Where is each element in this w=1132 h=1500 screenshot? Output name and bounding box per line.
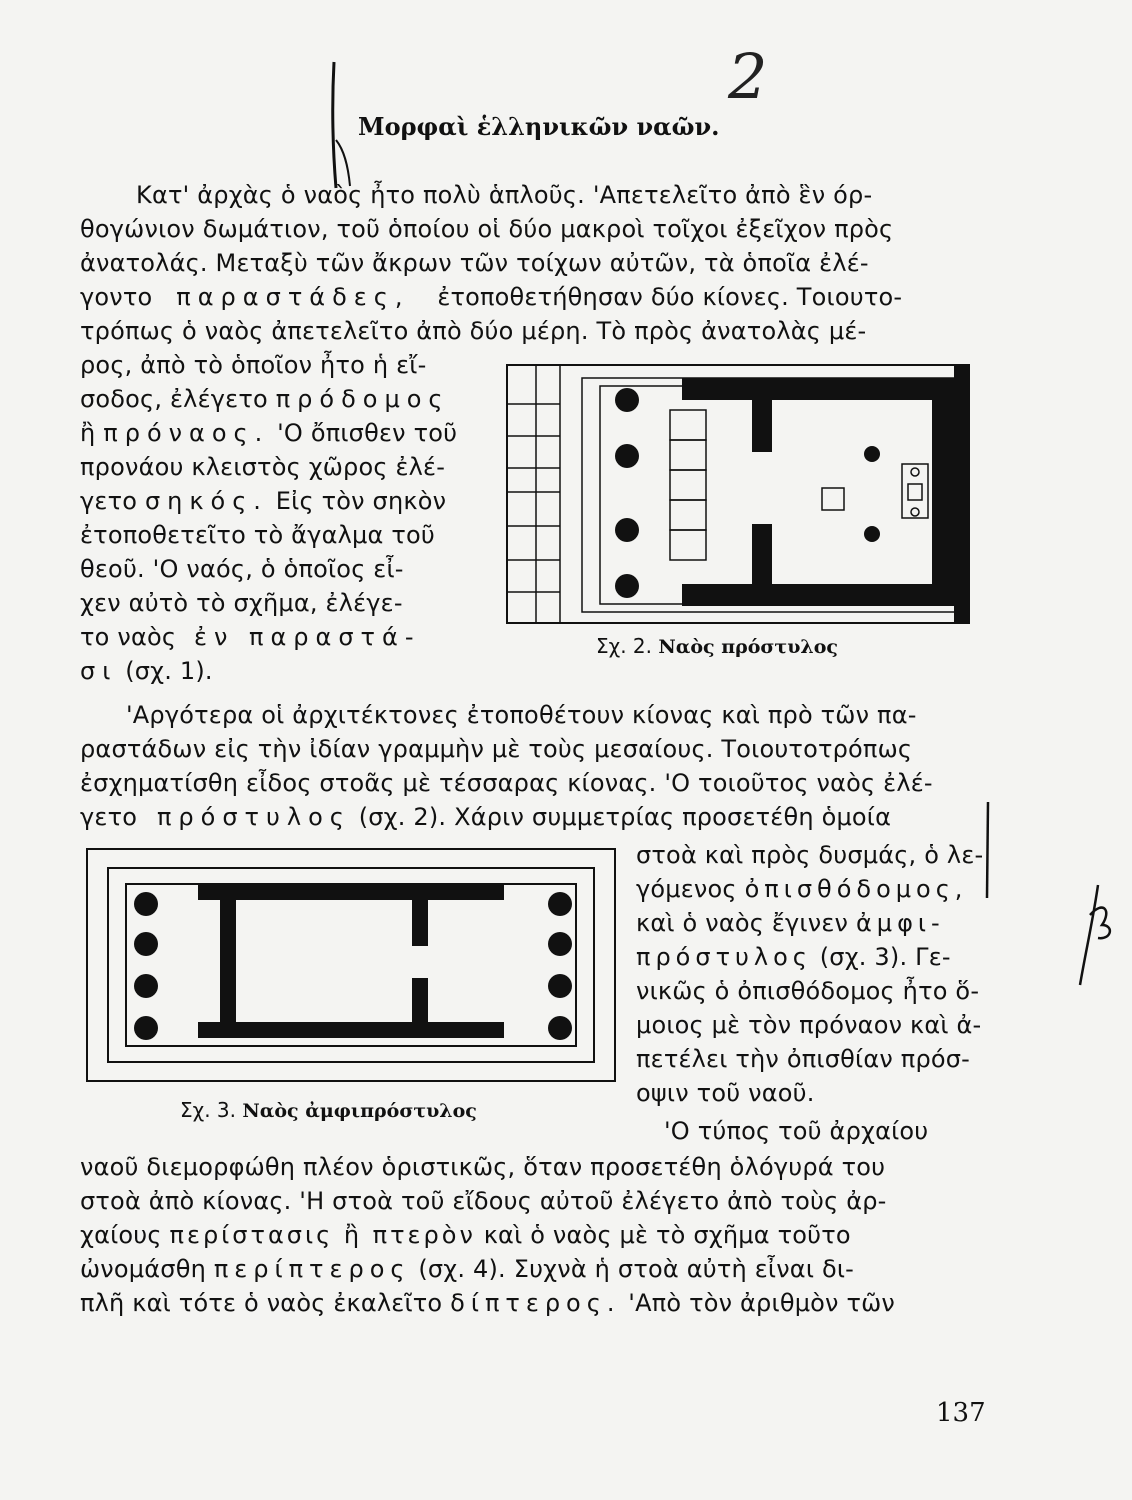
figure-2-plan	[506, 364, 972, 626]
text-line: θεοῦ. 'Ο ναός, ὁ ὁποῖος εἶ-	[80, 555, 404, 583]
text-line	[80, 416, 457, 450]
spaced-term: ἀμφι-	[855, 909, 945, 937]
text-line: 'Ο τύπος τοῦ ἀρχαίου	[664, 1117, 929, 1145]
spaced-term: πρόδομος	[275, 385, 450, 413]
text-run: γετο	[80, 487, 138, 515]
text-line	[636, 872, 967, 906]
text-line: πετέλει τὴν ὀπισθίαν πρόσ-	[636, 1045, 971, 1073]
text-run: χαίους	[80, 1221, 162, 1249]
spaced-term: πρόστυλος	[156, 803, 351, 831]
text-line	[80, 382, 450, 416]
text-line	[636, 940, 951, 974]
figure-3-plan	[86, 848, 618, 1084]
text-line: ναοῦ διεμορφώθη πλέον ὁριστικῶς, ὅταν προσετέθη ὁλόγυρά του	[80, 1153, 886, 1181]
text-run: (σχ. 2). Χάριν συμμετρίας προσετέθη ὁμοία	[358, 803, 892, 831]
text-run: καὶ ὁ ναὸς μὲ τὸ σχῆμα τοῦτο	[483, 1221, 851, 1249]
text-run: 'Απὸ τὸν ἀριθμὸν τῶν	[628, 1289, 896, 1317]
margin-bracket-mark	[320, 60, 360, 190]
text-run: ἐτοποθετήθησαν δύο κίονες. Τοιουτο-	[437, 283, 903, 311]
text-line: 'Αργότερα οἱ ἀρχιτέκτονες ἐτοποθέτουν κίονας καὶ πρὸ τῶν πα-	[126, 701, 917, 729]
text-run: Εἰς τὸν σηκὸν	[275, 487, 447, 515]
text-run: (σχ. 4). Συχνὰ ἡ στοὰ αὐτὴ εἶναι δι-	[418, 1255, 855, 1283]
text-run: γόμενος	[636, 875, 737, 903]
text-line: ρος, ἀπὸ τὸ ὁποῖον ἦτο ἡ εἴ-	[80, 351, 427, 379]
text-run: ὠνομάσθη	[80, 1255, 206, 1283]
text-line: ἀνατολάς. Μεταξὺ τῶν ἄκρων τῶν τοίχων αὐτῶν, τὰ ὁποῖα ἐλέ-	[80, 249, 869, 277]
text-line	[80, 620, 421, 654]
text-line: χεν αὐτὸ τὸ σχῆμα, ἐλέγε-	[80, 589, 403, 617]
spaced-term: πρόστυλος	[636, 943, 812, 971]
text-line: Κατ' ἀρχὰς ὁ ναὸς ἦτο πολὺ ἁπλοῦς. 'Απετελεῖτο ἀπὸ ἓν όρ-	[136, 181, 873, 209]
text-run: 'Ο ὄπισθεν τοῦ	[277, 419, 458, 447]
text-run: ἢ	[80, 419, 96, 447]
figure-3-caption	[180, 1098, 477, 1122]
text-line: στοὰ ἀπὸ κίονας. 'Η στοὰ τοῦ εἴδους αὐτοῦ ἐλέγετο ἀπὸ τοὺς ἀρ-	[80, 1187, 887, 1215]
spaced-term: σηκός.	[144, 487, 268, 515]
spaced-term: περίστασις ἢ πτερὸν	[169, 1221, 476, 1249]
text-line	[80, 654, 213, 688]
text-line: νικῶς ὁ ὀπισθόδομος ἦτο ὅ-	[636, 977, 980, 1005]
text-line: ραστάδων εἰς τὴν ἰδίαν γραμμὴν μὲ τοὺς μεσαίους. Τοιουτοτρόπως	[80, 735, 913, 763]
figure-name: Ναὸς ἀμφιπρόστυλος	[242, 1100, 477, 1122]
text-run: γοντο	[80, 283, 153, 311]
margin-bar-mark	[982, 800, 994, 900]
spaced-term: πρόναος.	[103, 419, 270, 447]
page-number: 137	[936, 1398, 986, 1428]
text-line	[80, 1252, 854, 1286]
text-run: (σχ. 1).	[125, 657, 213, 685]
text-run: το ναὸς	[80, 623, 177, 651]
spaced-term: σι	[80, 657, 118, 685]
handwritten-page-mark: 2	[728, 40, 768, 113]
spaced-term: δίπτερος.	[450, 1289, 621, 1317]
spaced-term: ἐν παραστά-	[194, 623, 421, 651]
text-line	[80, 484, 446, 518]
text-line: προνάου κλειστὸς χῶρος ἐλέ-	[80, 453, 446, 481]
text-run: σοδος, ἐλέγετο	[80, 385, 268, 413]
text-line: ἐσχηματίσθη εἶδος στοᾶς μὲ τέσσαρας κίονας. 'Ο τοιοῦτος ναὸς ἐλέ-	[80, 769, 933, 797]
text-line: οψιν τοῦ ναοῦ.	[636, 1079, 815, 1107]
figure-name: Ναὸς πρόστυλος	[658, 636, 838, 658]
spaced-term: περίπτερος	[213, 1255, 411, 1283]
text-run: γετο	[80, 803, 138, 831]
text-run: (σχ. 3). Γε-	[819, 943, 951, 971]
spaced-term: ὀπισθόδομος,	[744, 875, 968, 903]
figure-2-caption	[596, 634, 838, 658]
text-line: ἐτοποθετεῖτο τὸ ἄγαλμα τοῦ	[80, 521, 435, 549]
text-line: μοιος μὲ τὸν πρόναον καὶ ἀ-	[636, 1011, 982, 1039]
text-line	[80, 1286, 895, 1320]
spaced-term: παραστάδες,	[176, 283, 410, 311]
text-line: τρόπως ὁ ναὸς ἀπετελεῖτο ἀπὸ δύο μέρη. Τὸ πρὸς ἀνατολὰς μέ-	[80, 317, 867, 345]
text-line	[80, 280, 902, 314]
figure-number: Σχ. 3.	[180, 1098, 236, 1122]
handwritten-initials-mark	[1068, 880, 1118, 990]
text-line: θογώνιον δωμάτιον, τοῦ ὁποίου οἱ δύο μακροὶ τοῖχοι ἐξεῖχον πρὸς	[80, 215, 894, 243]
text-run: πλῆ καὶ τότε ὁ ναὸς ἐκαλεῖτο	[80, 1289, 443, 1317]
text-line	[80, 1218, 851, 1252]
page-title: Μορφαὶ ἑλληνικῶν ναῶν.	[358, 112, 720, 141]
text-run: καὶ ὁ ναὸς ἔγινεν	[636, 909, 849, 937]
figure-number: Σχ. 2.	[596, 634, 652, 658]
text-line: στοὰ καὶ πρὸς δυσμάς, ὁ λε-	[636, 841, 984, 869]
text-line	[80, 800, 891, 834]
text-line	[636, 906, 945, 940]
